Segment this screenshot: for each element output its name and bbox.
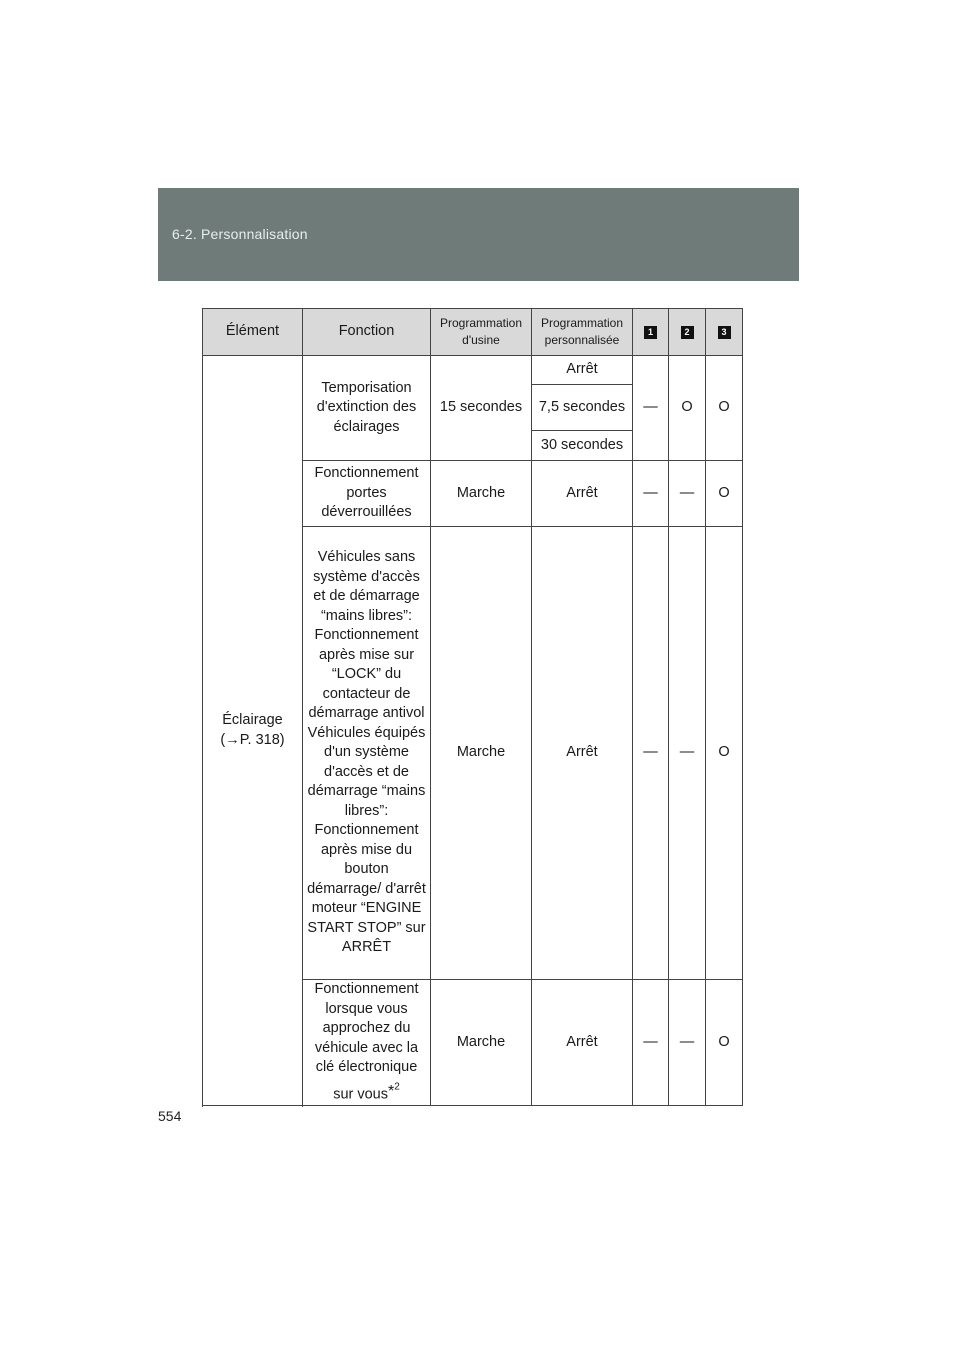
number-2-badge: 2 bbox=[681, 326, 694, 339]
col1-value: — bbox=[633, 356, 669, 461]
table-header-row bbox=[203, 309, 743, 356]
section-title: 6-2. Personnalisation bbox=[172, 226, 308, 242]
fonction-approche: Fonctionnement lorsque vous approchez du véhicule avec la clé électronique sur vous*$^2$ bbox=[303, 980, 431, 1106]
header-fonction: Fonction bbox=[303, 309, 431, 356]
header-element: Élément bbox=[203, 309, 303, 356]
fonction-portes: Fonctionnement portes déverrouillées bbox=[303, 461, 431, 527]
perso-value: Arrêt bbox=[532, 461, 633, 527]
customization-table bbox=[202, 308, 743, 1106]
col2-value: — bbox=[669, 527, 706, 980]
header-col-3 bbox=[706, 309, 743, 356]
usine-value: Marche bbox=[431, 461, 532, 527]
header-col-2 bbox=[669, 309, 706, 356]
col1-value: — bbox=[633, 980, 669, 1106]
col2-value: — bbox=[669, 980, 706, 1106]
fonction-lock: Véhicules sans système d'accès et de démarrage “mains libres”: Fonctionnement après mise sur “LOCK” du contacteur de démarrage antivol Véhicules équipés d'un système d'accès et de démarrage “mains libres”: Fonctionnement après mise du bouton démarrage/ d'arrêt moteur “ENGINE START STOP” sur ARRÊT bbox=[303, 527, 431, 980]
col1-value: — bbox=[633, 527, 669, 980]
fonction-temporisation: Temporisation d'extinction des éclairages bbox=[303, 356, 431, 461]
element-page-ref: (→P. 318) bbox=[220, 731, 285, 748]
footnote-marker: *$^2$ bbox=[388, 1081, 400, 1101]
usine-value: 15 secondes bbox=[431, 356, 532, 461]
col3-value: O bbox=[706, 980, 743, 1106]
header-programmation-personnalisee: Programmation personnalisée bbox=[532, 309, 633, 356]
perso-value: Arrêt bbox=[532, 356, 633, 385]
page-number: 554 bbox=[158, 1108, 182, 1124]
perso-value: 30 secondes bbox=[532, 431, 633, 461]
perso-value: Arrêt bbox=[532, 527, 633, 980]
usine-value: Marche bbox=[431, 527, 532, 980]
usine-value: Marche bbox=[431, 980, 532, 1106]
col3-value: O bbox=[706, 527, 743, 980]
number-3-badge: 3 bbox=[718, 326, 731, 339]
perso-value: Arrêt bbox=[532, 980, 633, 1106]
col2-value: O bbox=[669, 356, 706, 461]
col1-value: — bbox=[633, 461, 669, 527]
perso-value: 7,5 secondes bbox=[532, 385, 633, 431]
col3-value: O bbox=[706, 461, 743, 527]
element-name: Éclairage bbox=[222, 712, 283, 728]
header-col-1 bbox=[633, 309, 669, 356]
element-cell bbox=[203, 356, 303, 1106]
header-band bbox=[158, 188, 799, 281]
col3-value: O bbox=[706, 356, 743, 461]
header-programmation-usine: Programmation d'usine bbox=[431, 309, 532, 356]
col2-value: — bbox=[669, 461, 706, 527]
table-row bbox=[203, 356, 743, 385]
number-1-badge: 1 bbox=[644, 326, 657, 339]
